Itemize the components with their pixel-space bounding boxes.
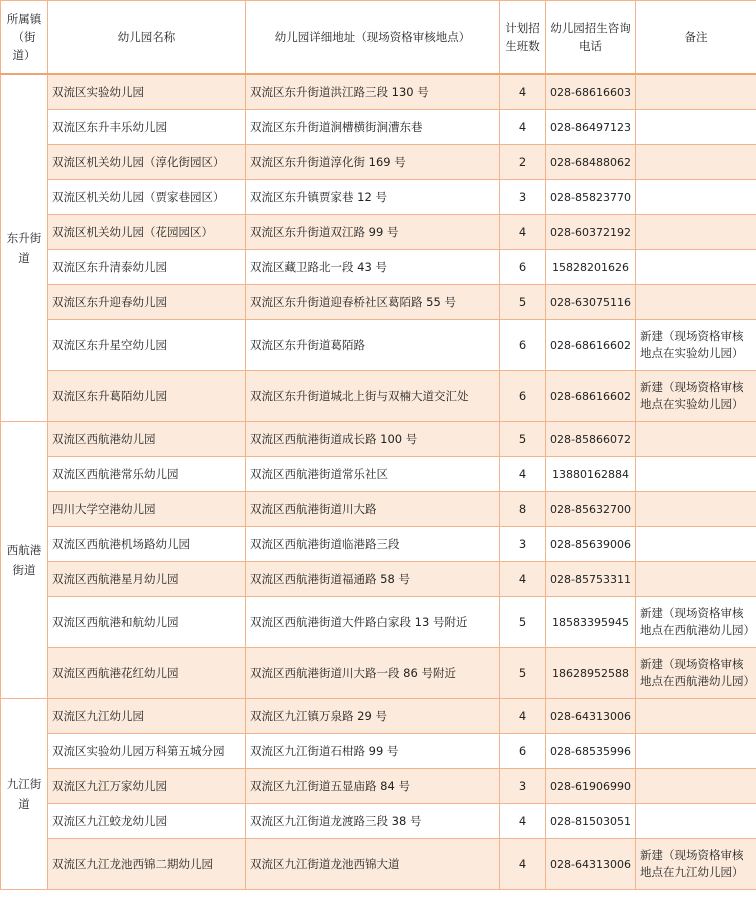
- class-count: 4: [500, 457, 546, 492]
- kindergarten-name: 双流区实验幼儿园万科第五城分园: [48, 734, 246, 769]
- contact-phone: 028-68616602: [546, 320, 636, 371]
- kindergarten-address: 双流区西航港街道成长路 100 号: [246, 422, 500, 457]
- kindergarten-name: 双流区实验幼儿园: [48, 74, 246, 110]
- table-row: [1, 110, 756, 145]
- remark: [636, 285, 756, 320]
- kindergarten-name: 双流区机关幼儿园（贾家巷园区）: [48, 180, 246, 215]
- header-phone: 幼儿园招生咨询电话: [546, 1, 636, 75]
- remark: [636, 422, 756, 457]
- table-row: [1, 215, 756, 250]
- contact-phone: 028-81503051: [546, 804, 636, 839]
- table-row: [1, 74, 756, 110]
- kindergarten-name: 双流区西航港机场路幼儿园: [48, 527, 246, 562]
- contact-phone: 028-68616602: [546, 371, 636, 422]
- kindergarten-address: 双流区九江镇万泉路 29 号: [246, 699, 500, 734]
- remark: [636, 180, 756, 215]
- table-row: [1, 734, 756, 769]
- kindergarten-address: 双流区藏卫路北一段 43 号: [246, 250, 500, 285]
- contact-phone: 028-64313006: [546, 839, 636, 890]
- remark: [636, 562, 756, 597]
- kindergarten-address: 双流区东升街道迎春桥社区葛陌路 55 号: [246, 285, 500, 320]
- kindergarten-address: 双流区东升街道双江路 99 号: [246, 215, 500, 250]
- contact-phone: 028-85866072: [546, 422, 636, 457]
- kindergarten-name: 双流区九江万家幼儿园: [48, 769, 246, 804]
- kindergarten-address: 双流区东升镇贾家巷 12 号: [246, 180, 500, 215]
- kindergarten-address: 双流区九江街道石柑路 99 号: [246, 734, 500, 769]
- kindergarten-address: 双流区九江街道龙渡路三段 38 号: [246, 804, 500, 839]
- table-row: [1, 699, 756, 734]
- contact-phone: 028-85823770: [546, 180, 636, 215]
- table-row: [1, 371, 756, 422]
- remark: [636, 145, 756, 180]
- table-row: [1, 492, 756, 527]
- contact-phone: 13880162884: [546, 457, 636, 492]
- class-count: 4: [500, 110, 546, 145]
- header-town: 所属镇（街道）: [1, 1, 48, 75]
- kindergarten-address: 双流区西航港街道福通路 58 号: [246, 562, 500, 597]
- remark: [636, 527, 756, 562]
- table-row: [1, 527, 756, 562]
- header-classes: 计划招生班数: [500, 1, 546, 75]
- contact-phone: 18628952588: [546, 648, 636, 699]
- class-count: 5: [500, 597, 546, 648]
- table-row: [1, 769, 756, 804]
- class-count: 5: [500, 285, 546, 320]
- header-note: 备注: [636, 1, 756, 75]
- kindergarten-name: 双流区九江蛟龙幼儿园: [48, 804, 246, 839]
- remark: [636, 457, 756, 492]
- class-count: 4: [500, 74, 546, 110]
- table-row: [1, 422, 756, 457]
- kindergarten-name: 双流区西航港幼儿园: [48, 422, 246, 457]
- class-count: 4: [500, 839, 546, 890]
- kindergarten-address: 双流区东升街道葛陌路: [246, 320, 500, 371]
- contact-phone: 028-68488062: [546, 145, 636, 180]
- kindergarten-address: 双流区九江街道五显庙路 84 号: [246, 769, 500, 804]
- table-row: [1, 250, 756, 285]
- table-row: [1, 839, 756, 890]
- kindergarten-address: 双流区九江街道龙池西锦大道: [246, 839, 500, 890]
- kindergarten-address: 双流区东升街道淳化街 169 号: [246, 145, 500, 180]
- class-count: 6: [500, 371, 546, 422]
- kindergarten-name: 四川大学空港幼儿园: [48, 492, 246, 527]
- kindergarten-address: 双流区西航港街道常乐社区: [246, 457, 500, 492]
- remark: [636, 215, 756, 250]
- table-row: [1, 145, 756, 180]
- kindergarten-name: 双流区机关幼儿园（淳化街园区）: [48, 145, 246, 180]
- class-count: 4: [500, 804, 546, 839]
- remark: 新建（现场资格审核地点在实验幼儿园）: [636, 320, 756, 371]
- kindergarten-name: 双流区西航港星月幼儿园: [48, 562, 246, 597]
- kindergarten-name: 双流区东升迎春幼儿园: [48, 285, 246, 320]
- class-count: 4: [500, 699, 546, 734]
- contact-phone: 028-64313006: [546, 699, 636, 734]
- contact-phone: 028-86497123: [546, 110, 636, 145]
- remark: 新建（现场资格审核地点在西航港幼儿园）: [636, 648, 756, 699]
- kindergarten-name: 双流区东升星空幼儿园: [48, 320, 246, 371]
- header-address: 幼儿园详细地址（现场资格审核地点）: [246, 1, 500, 75]
- class-count: 3: [500, 769, 546, 804]
- kindergarten-address: 双流区西航港街道大件路白家段 13 号附近: [246, 597, 500, 648]
- kindergarten-name: 双流区西航港和航幼儿园: [48, 597, 246, 648]
- class-count: 5: [500, 422, 546, 457]
- table-row: [1, 648, 756, 699]
- kindergarten-address: 双流区西航港街道临港路三段: [246, 527, 500, 562]
- remark: [636, 734, 756, 769]
- table-row: [1, 180, 756, 215]
- contact-phone: 028-85639006: [546, 527, 636, 562]
- class-count: 4: [500, 562, 546, 597]
- class-count: 3: [500, 527, 546, 562]
- remark: [636, 250, 756, 285]
- header-name: 幼儿园名称: [48, 1, 246, 75]
- kindergarten-address: 双流区东升街道涧槽横街涧漕东巷: [246, 110, 500, 145]
- kindergarten-address: 双流区西航港街道川大路: [246, 492, 500, 527]
- kindergarten-address: 双流区东升街道洪江路三段 130 号: [246, 74, 500, 110]
- town-cell: 九江街道: [1, 699, 48, 890]
- remark: 新建（现场资格审核地点在西航港幼儿园）: [636, 597, 756, 648]
- class-count: 8: [500, 492, 546, 527]
- remark: 新建（现场资格审核地点在九江幼儿园）: [636, 839, 756, 890]
- table-row: [1, 597, 756, 648]
- class-count: 4: [500, 215, 546, 250]
- remark: 新建（现场资格审核地点在实验幼儿园）: [636, 371, 756, 422]
- contact-phone: 028-61906990: [546, 769, 636, 804]
- remark: [636, 492, 756, 527]
- table-body: [1, 74, 756, 890]
- remark: [636, 74, 756, 110]
- kindergarten-name: 双流区东升丰乐幼儿园: [48, 110, 246, 145]
- kindergarten-name: 双流区机关幼儿园（花园园区）: [48, 215, 246, 250]
- class-count: 6: [500, 250, 546, 285]
- table-row: [1, 320, 756, 371]
- kindergarten-name: 双流区西航港常乐幼儿园: [48, 457, 246, 492]
- kindergarten-name: 双流区西航港花红幼儿园: [48, 648, 246, 699]
- kindergarten-name: 双流区东升葛陌幼儿园: [48, 371, 246, 422]
- class-count: 6: [500, 320, 546, 371]
- remark: [636, 699, 756, 734]
- kindergarten-name: 双流区九江龙池西锦二期幼儿园: [48, 839, 246, 890]
- class-count: 2: [500, 145, 546, 180]
- class-count: 6: [500, 734, 546, 769]
- table-row: [1, 562, 756, 597]
- table-row: [1, 285, 756, 320]
- kindergarten-address: 双流区西航港街道川大路一段 86 号附近: [246, 648, 500, 699]
- contact-phone: 028-68616603: [546, 74, 636, 110]
- contact-phone: 028-60372192: [546, 215, 636, 250]
- remark: [636, 804, 756, 839]
- class-count: 3: [500, 180, 546, 215]
- remark: [636, 769, 756, 804]
- contact-phone: 18583395945: [546, 597, 636, 648]
- contact-phone: 028-68535996: [546, 734, 636, 769]
- contact-phone: 15828201626: [546, 250, 636, 285]
- class-count: 5: [500, 648, 546, 699]
- town-cell: 东升街道: [1, 74, 48, 422]
- kindergarten-address: 双流区东升街道城北上街与双楠大道交汇处: [246, 371, 500, 422]
- header-row: [1, 1, 756, 75]
- kindergarten-name: 双流区东升清泰幼儿园: [48, 250, 246, 285]
- contact-phone: 028-63075116: [546, 285, 636, 320]
- table-row: [1, 457, 756, 492]
- contact-phone: 028-85632700: [546, 492, 636, 527]
- contact-phone: 028-85753311: [546, 562, 636, 597]
- kindergarten-name: 双流区九江幼儿园: [48, 699, 246, 734]
- remark: [636, 110, 756, 145]
- town-cell: 西航港街道: [1, 422, 48, 699]
- table-row: [1, 804, 756, 839]
